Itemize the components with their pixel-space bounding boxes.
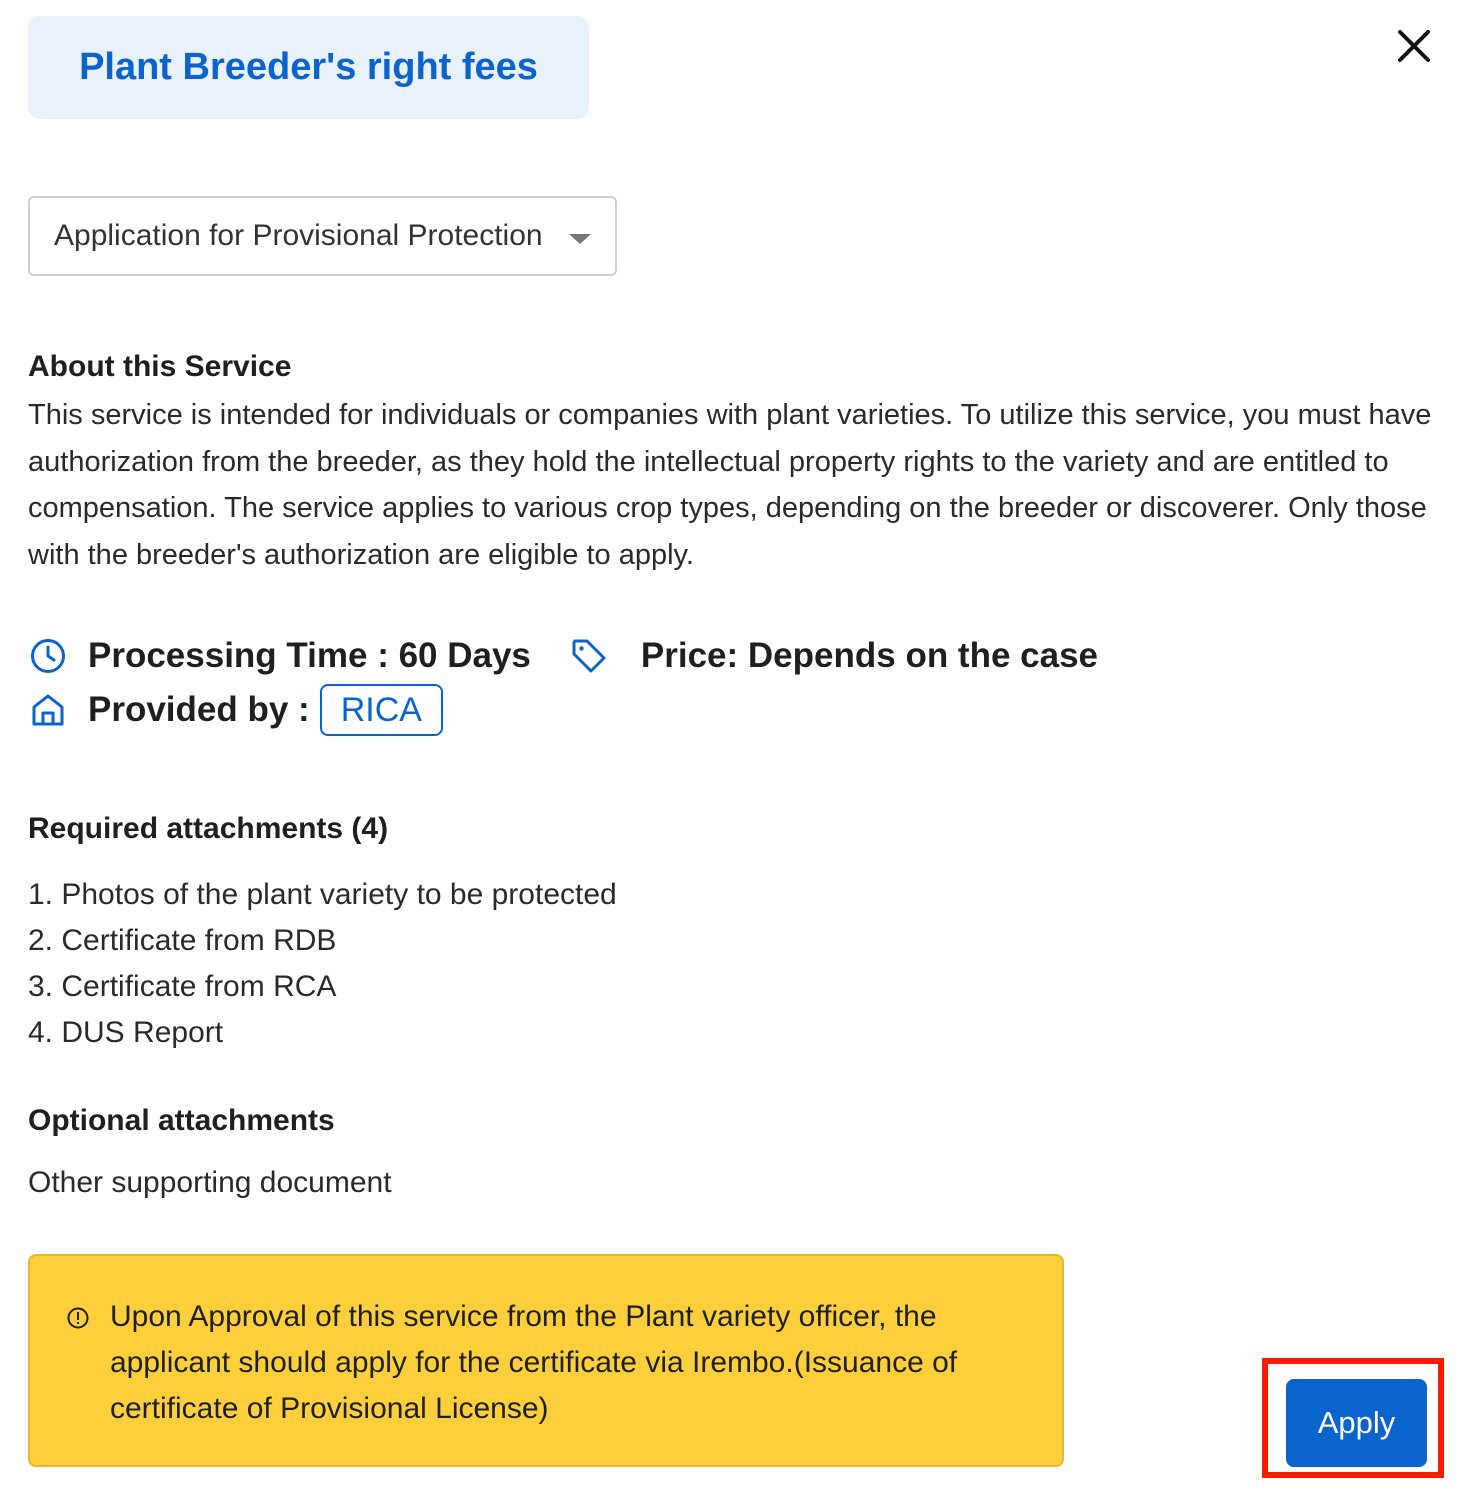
meta-row-provider (28, 684, 443, 736)
approval-notice (28, 1254, 1064, 1467)
provided-by-label: Provided by : (88, 690, 310, 729)
list-item: 4. DUS Report (28, 1016, 224, 1049)
clock-icon (28, 636, 68, 676)
provider-badge[interactable]: RICA (320, 684, 443, 736)
apply-button[interactable]: Apply (1286, 1379, 1427, 1467)
about-title: About this Service (28, 350, 292, 383)
required-attachments-list (28, 872, 617, 1056)
required-attachments-title: Required attachments (4) (28, 812, 389, 845)
price: Price: Depends on the case (640, 636, 1099, 675)
service-type-select-value: Application for Provisional Protection (54, 219, 543, 252)
meta-row-time-price (28, 632, 1098, 680)
approval-notice-text: Upon Approval of this service from the Plant variety officer, the applicant should apply for the certificate via Irembo.(Issuance of certificate of Provisional License) (110, 1300, 958, 1425)
page-title (28, 16, 589, 119)
list-item: 1. Photos of the plant variety to be protected (28, 878, 617, 911)
list-item: 3. Certificate from RCA (28, 970, 337, 1003)
service-type-select[interactable] (28, 196, 617, 276)
processing-time: Processing Time : 60 Days (88, 636, 531, 675)
tag-icon (569, 636, 609, 676)
about-description: This service is intended for individuals or companies with plant varieties. To utilize this service, you must have authorization from the breeder, as they hold the intellectual property rights to the variety and are entitled to compensation. The service applies to various crop types, depending on the breeder or discoverer. Only those with the breeder's authorization are eligible to apply. (28, 399, 1432, 571)
optional-attachments-text: Other supporting document (28, 1166, 392, 1199)
list-item: 2. Certificate from RDB (28, 924, 337, 957)
page-title-text: Plant Breeder's right fees (79, 46, 538, 88)
chevron-down-icon (569, 234, 591, 244)
info-icon (66, 1306, 90, 1330)
optional-attachments-title: Optional attachments (28, 1104, 335, 1137)
close-button[interactable] (1390, 22, 1438, 70)
home-icon (28, 690, 68, 730)
close-icon (1397, 29, 1431, 63)
